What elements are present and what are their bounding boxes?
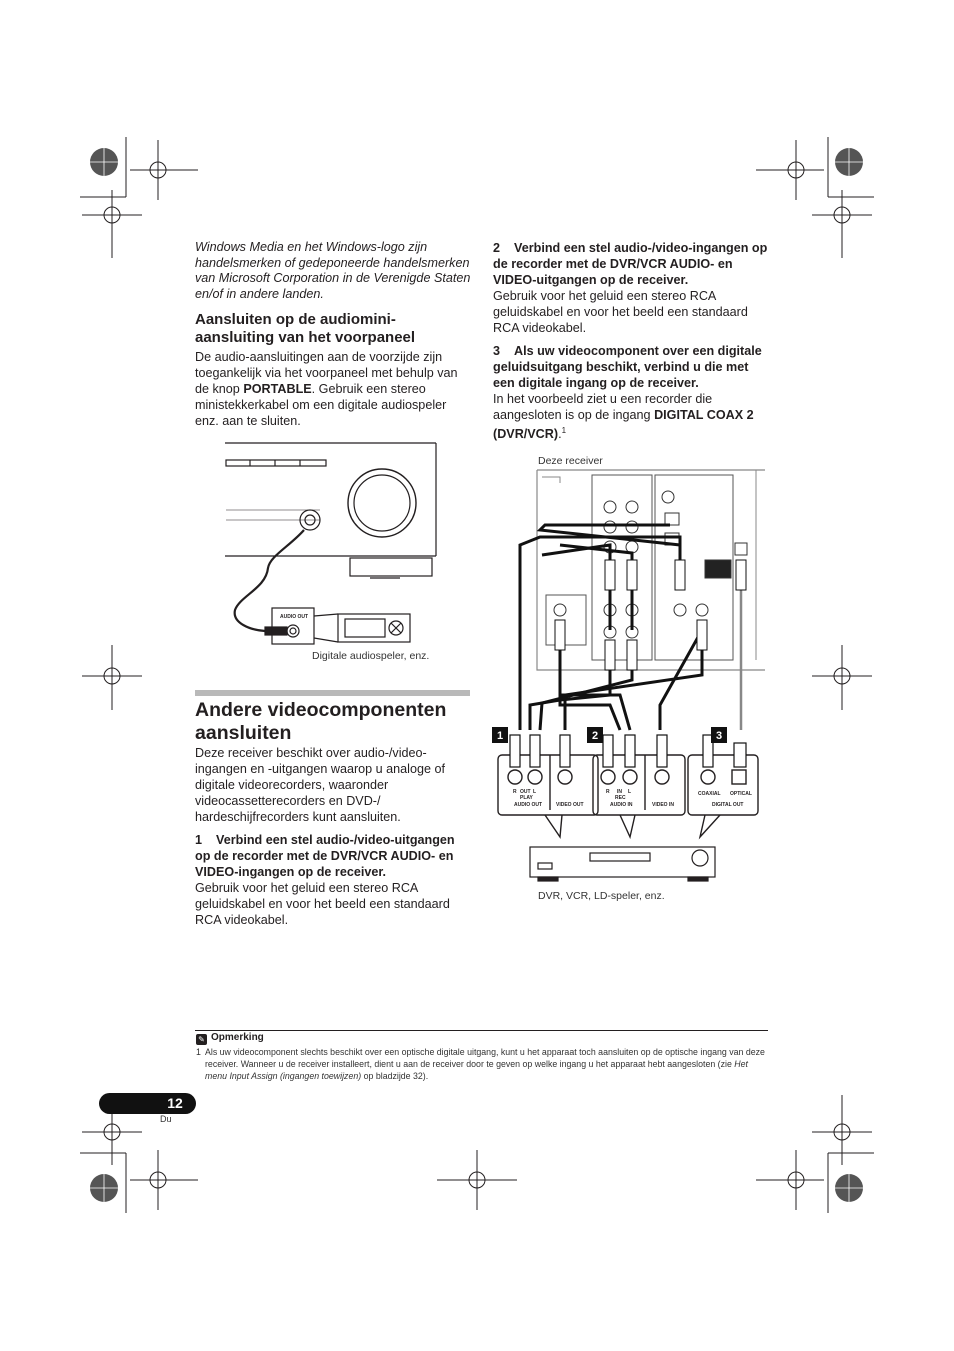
- panel1-out: OUT: [520, 789, 531, 795]
- fig2-receiver-label: Deze receiver: [538, 455, 603, 467]
- step3-title: 3 Als uw videocomponent over een digitale geluidsuitgang beschikt, verbind u die met een digitale ingang op de receiver.: [493, 344, 762, 390]
- panel3-digital: DIGITAL OUT: [712, 802, 744, 808]
- panel2-in: IN: [617, 789, 622, 795]
- panel2-audio: AUDIO IN: [610, 802, 633, 808]
- footnote-ref: 1: [561, 426, 567, 435]
- panel2-tag: REC: [615, 795, 626, 801]
- page-language: Du: [160, 1114, 172, 1124]
- panel1-tag: PLAY: [520, 795, 533, 801]
- section-bar: [195, 690, 470, 696]
- panel2-video: VIDEO IN: [652, 802, 674, 808]
- trademark-note: Windows Media en het Windows-logo zijn handelsmerken of gedeponeerde handelsmerken van Microsoft Corporation in de Verenigde Staten en/of in andere landen.: [195, 240, 471, 301]
- note-number: 1: [196, 1047, 201, 1057]
- note-text: Als uw videocomponent slechts beschikt over een optische digitale uitgang, kunt u het apparaat toch aansluiten op de optische ingang van deze receiver. Wanneer u de receiver installeert, dient u aan de receiver door te geven op welke ingang u het apparaat hebt aangesloten (zie Het menu Input Assign (ingangen toewijzen) op bladzijde 32).: [205, 1047, 765, 1081]
- step1-body: Gebruik voor het geluid een stereo RCA geluidskabel en voor het beeld een standaard RCA videokabel.: [195, 881, 450, 927]
- page-number: 12: [167, 1095, 183, 1111]
- connection-diagram: [480, 465, 770, 905]
- video-heading: Andere videocomponenten aansluiten: [195, 699, 447, 744]
- video-intro: Deze receiver beschikt over audio-/video-ingangen en -uitgangen waarop u analoge of digitale videorecorders, waaronder videocassetterecorders en DVD-/ hardeschijfrecorders kunt aansluiten.: [195, 746, 445, 824]
- note-icon: ✎: [196, 1034, 207, 1045]
- panel1-video: VIDEO OUT: [556, 802, 584, 808]
- step3-body: In het voorbeeld ziet u een recorder die aangesloten is op de ingang DIGITAL COAX 2 (DVR/VCR).$^1$: [493, 392, 754, 442]
- panel2-r: R: [606, 789, 610, 795]
- panel3-coax: COAXIAL: [698, 791, 721, 797]
- panel1-audio: AUDIO OUT: [514, 802, 543, 808]
- badge-3: 3: [715, 730, 723, 742]
- fig1-caption: Digitale audiospeler, enz.: [312, 650, 430, 662]
- badge-1: 1: [496, 730, 504, 742]
- note-rule: [195, 1030, 768, 1031]
- fig2-device-label: DVR, VCR, LD-speler, enz.: [538, 890, 665, 902]
- panel1-l: L: [533, 789, 537, 795]
- note-title: Opmerking: [211, 1032, 264, 1043]
- step2-title: 2 Verbind een stel audio-/video-ingangen op de recorder met de DVR/VCR AUDIO- en VIDEO-uitgangen op de receiver.: [493, 241, 768, 287]
- minijack-body: De audio-aansluitingen aan de voorzijde zijn toegankelijk via het voorpaneel met behulp van de knop PORTABLE. Gebruik een stereo ministekkerkabel om een digitale audiospeler enz. aan te sluiten.: [195, 350, 458, 428]
- panel3-optical: OPTICAL: [730, 791, 752, 797]
- step1-title: 1 Verbind een stel audio-/video-uitgangen op de recorder met de DVR/VCR AUDIO- en VIDEO-ingangen op de receiver.: [195, 833, 455, 879]
- step2-body: Gebruik voor het geluid een stereo RCA geluidskabel en voor het beeld een standaard RCA videokabel.: [493, 289, 748, 335]
- badge-2: 2: [591, 730, 599, 742]
- panel1-r: R: [513, 789, 517, 795]
- minijack-heading: Aansluiten op de audiomini-aansluiting van het voorpaneel: [195, 311, 416, 346]
- audio-out-label: AUDIO OUT: [280, 614, 309, 620]
- panel2-l: L: [628, 789, 632, 795]
- front-panel-illustration: [220, 438, 450, 668]
